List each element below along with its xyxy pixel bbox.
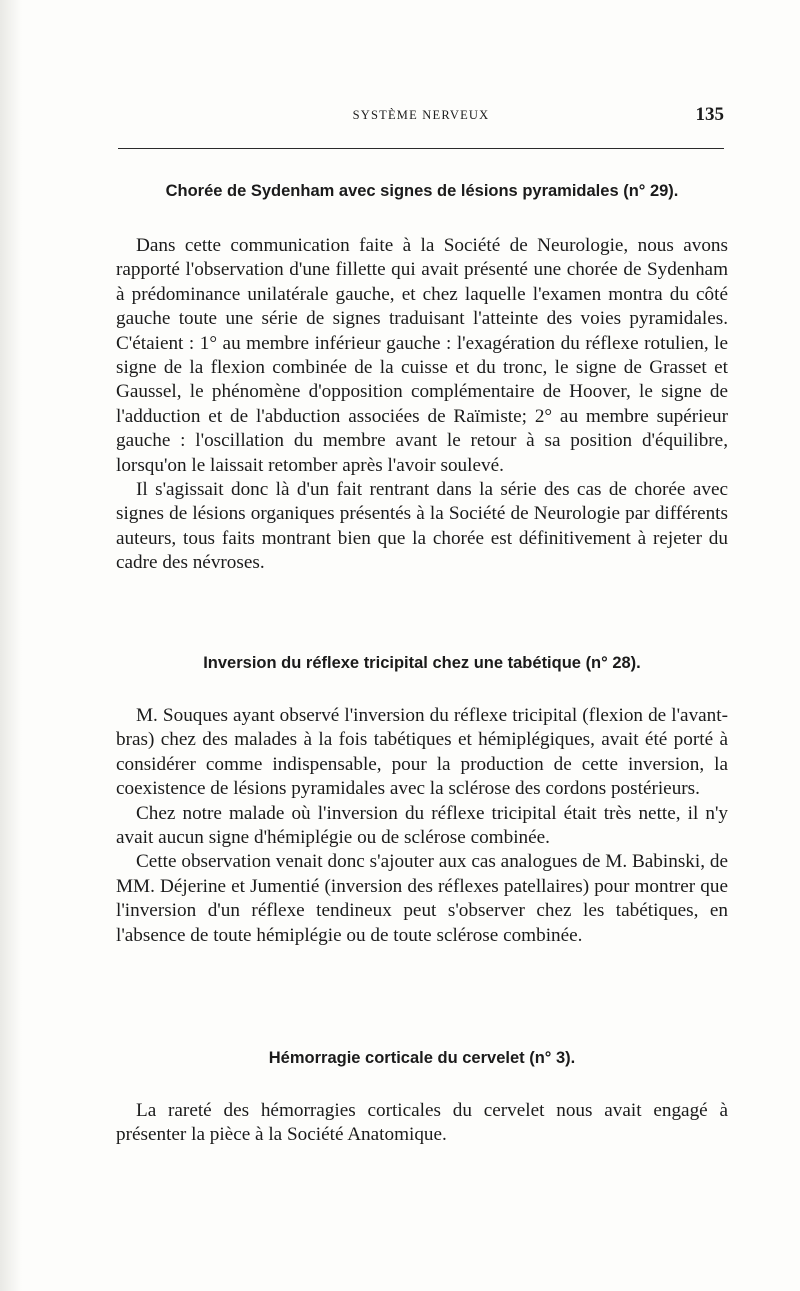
section-choree-sydenham [116, 180, 728, 576]
paragraph: M. Souques ayant observé l'inversion du réflexe tricipital (flexion de l'avant-bras) chez des malades à la fois tabétiques et hémiplégiques, avait été porté à considérer comme indispensable, pour la production de cette inversion, la coexistence de lésions pyramidales avec la sclérose des cordons postérieurs. [116, 705, 728, 800]
paragraph: Dans cette communication faite à la Société de Neurologie, nous avons rapporté l'observation d'une fillette qui avait présenté une chorée de Sydenham à prédominance unilatérale gauche, et chez laquelle l'examen montra du côté gauche toute une série de signes traduisant l'atteinte des voies pyramidales. C'étaient : 1° au membre inférieur gauche : l'exagération du réflexe rotulien, le signe de la flexion combinée de la cuisse et du tronc, le signe de Grasset et Gaussel, le phénomène d'opposition complémentaire de Hoover, le signe de l'adduction et de l'abduction associées de Raïmiste; 2° au membre supérieur gauche : l'oscillation du membre avant le retour à sa position d'équilibre, lorsqu'on le laissait retomber après l'avoir soulevé. [116, 235, 728, 476]
section-body [116, 1099, 728, 1148]
section-body [116, 234, 728, 576]
section-heading: Hémorragie corticale du cervelet (n° 3). [268, 1049, 576, 1067]
running-title: SYSTÈME NERVEUX [352, 108, 490, 122]
section-inversion-reflexe [116, 652, 728, 948]
section-hemorragie-cervelet [116, 1047, 728, 1148]
paragraph: Chez notre malade où l'inversion du réflexe tricipital était très nette, il n'y avait aucun signe d'hémiplégie ou de sclérose combinée. [116, 802, 728, 849]
section-body [116, 704, 728, 948]
paragraph: Cette observation venait donc s'ajouter aux cas analogues de M. Babinski, de MM. Déjerine et Jumentié (inversion des réflexes patellaires) pour montrer que l'inversion d'un réflexe tendineux peut s'observer chez les tabétiques, en l'absence de toute hémiplégie ou de toute sclérose combinée. [116, 851, 728, 946]
page-header [118, 104, 724, 128]
section-heading: Chorée de Sydenham avec signes de lésions pyramidales (n° 29). [165, 182, 679, 200]
section-heading: Inversion du réflexe tricipital chez une tabétique (n° 28). [203, 654, 641, 672]
page-number: 135 [695, 104, 724, 125]
header-rule [118, 148, 724, 149]
paragraph: La rareté des hémorragies corticales du cervelet nous avait engagé à présenter la pièce à la Société Anatomique. [116, 1100, 728, 1146]
page-edge-shadow [0, 0, 22, 1291]
paragraph: Il s'agissait donc là d'un fait rentrant dans la série des cas de chorée avec signes de lésions organiques présentés à la Société de Neurologie par différents auteurs, tous faits montrant bien que la chorée est définitivement à rejeter du cadre des névroses. [116, 479, 728, 574]
